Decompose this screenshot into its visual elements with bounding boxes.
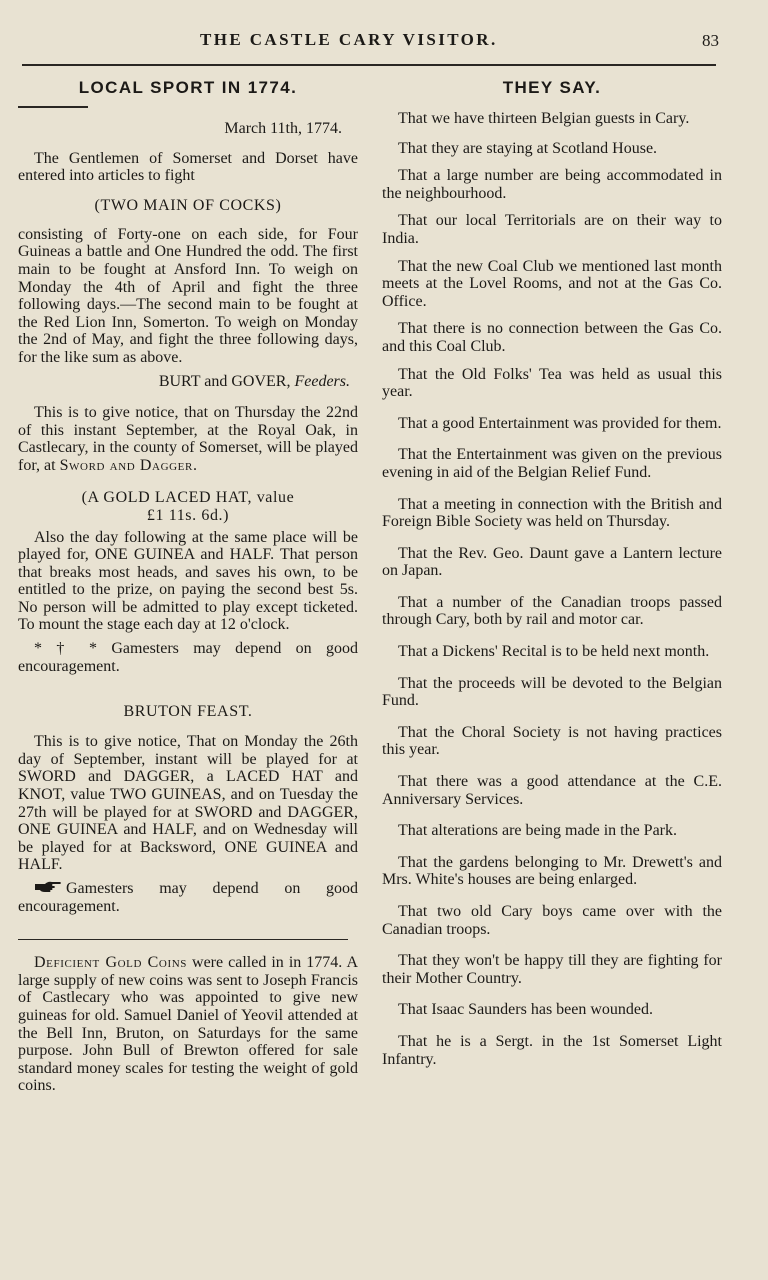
journal-title: THE CASTLE CARY VISITOR. <box>200 30 498 49</box>
gold-coins-paragraph <box>18 954 358 1095</box>
gamesters-note-1: * † * Gamesters may depend on good encouragement. <box>18 640 358 675</box>
list-item: That Isaac Saunders has been wounded. <box>398 1001 654 1019</box>
list-item: That the gardens belonging to Mr. Drewett's and Mrs. White's houses are being enlarged. <box>382 853 722 889</box>
list-item: That a Dickens' Recital is to be held next month. <box>398 643 710 661</box>
list-item: That the Entertainment was given on the previous evening in aid of the Belgian Relief Fund. <box>382 446 722 481</box>
signature-role: Feeders. <box>294 372 350 390</box>
heading-rule <box>18 106 88 108</box>
article-date: March 11th, 1774. <box>224 120 342 137</box>
gold-coins-lead: Deficient Gold Coins <box>34 954 187 972</box>
cocks-subhead: (TWO MAIN OF COCKS) <box>94 196 282 214</box>
gamesters-note-2-text: Gamesters may depend on good encouragement. <box>18 880 358 915</box>
pointing-hand-icon <box>34 880 62 894</box>
list-item: That he is a Sergt. in the 1st Somerset Light Infantry. <box>382 1032 722 1068</box>
page-number: 83 <box>702 31 719 50</box>
local-sport-heading: LOCAL SPORT IN 1774. <box>78 78 298 97</box>
bruton-feast-heading: BRUTON FEAST. <box>123 703 253 721</box>
right-column <box>382 70 722 1068</box>
left-column <box>18 70 358 1095</box>
list-item: That a meeting in connection with the British and Foreign Bible Society was held on Thursday. <box>382 495 722 531</box>
they-say-list <box>382 110 722 1068</box>
they-say-heading: THEY SAY. <box>502 78 602 97</box>
sword-dagger-text: Sword and Dagger. <box>59 456 198 474</box>
following-day-notice: Also the day following at the same place will be played for, ONE GUINEA and HALF. That person that breaks most heads, and saves his own, to be entitled to the prize, on paying the second best 5s. No person will be admitted to play except ticketed. To mount the stage each day at 12 o'clock. <box>18 528 358 634</box>
list-item: That they won't be happy till they are fighting for their Mother Country. <box>382 952 722 987</box>
list-item: That the proceeds will be devoted to the Belgian Fund. <box>382 674 722 710</box>
list-item: That there is no connection between the Gas Co. and this Coal Club. <box>382 320 722 355</box>
list-item: That a large number are being accommodated in the neighbourhood. <box>382 167 722 202</box>
notice-royal-oak <box>18 404 358 474</box>
list-item: That they are staying at Scotland House. <box>398 139 658 157</box>
notice-royal-oak-text: This is to give notice, that on Thursday the 22nd of this instant September, at the Royal Oak, in Castlecary, in the county of Somerset, will be played for, at <box>18 404 358 474</box>
list-item: That we have thirteen Belgian guests in Cary. <box>398 110 690 127</box>
prize-line-2: £1 11s. 6d.) <box>146 506 230 524</box>
list-item: That the Rev. Geo. Daunt gave a Lantern lecture on Japan. <box>382 544 722 580</box>
gold-coins-text: were called in in 1774. A large supply of new coins was sent to Joseph Francis of Castlecary who was appointed to give new guineas for old. Samuel Daniel of Yeovil attended at the Bell Inn, Bruton, on Saturdays for the same purpose. John Bull of Brewton offered for sale standard money scales for testing the weight of gold coins. <box>18 954 358 1095</box>
list-item: That a good Entertainment was provided for them. <box>398 414 722 432</box>
gamesters-note-2 <box>18 880 358 915</box>
list-item: That a number of the Canadian troops passed through Cary, both by rail and motor car. <box>382 593 722 629</box>
list-item: That the new Coal Club we mentioned last month meets at the Lovel Rooms, and not at the Gas Co. Office. <box>382 257 722 310</box>
signature <box>18 373 358 391</box>
list-item: That there was a good attendance at the C.E. Anniversary Services. <box>382 773 722 808</box>
list-item: That the Choral Society is not having practices this year. <box>382 723 722 759</box>
prize-line-1: (A GOLD LACED HAT, value <box>81 488 295 506</box>
cockfight-body: consisting of Forty-one on each side, for Four Guineas a battle and One Hundred the odd. The first main to be fought at Ansford Inn. To weigh on Monday the 4th of April and fight the three following days.—The second main to be fought at the Red Lion Inn, Somerton. To weigh on Monday the 2nd of May, and fight the three following days, for the like sum as above. <box>18 225 358 366</box>
intro-paragraph: The Gentlemen of Somerset and Dorset have entered into articles to fight <box>18 149 358 185</box>
list-item: That the Old Folks' Tea was held as usual this year. <box>382 365 722 401</box>
bruton-feast-body: This is to give notice, That on Monday the 26th day of September, instant will be played for at SWORD and DAGGER, a LACED HAT and KNOT, value TWO GUINEAS, and on Tuesday the 27th will be played for at SWORD and DAGGER, ONE GUINEA and HALF, and on Wednesday will be played for at Backsword, ONE GUINEA and HALF. <box>18 733 358 874</box>
signature-names: BURT and GOVER, <box>158 372 291 390</box>
header-rule <box>22 64 716 66</box>
running-header <box>0 28 768 56</box>
list-item: That alterations are being made in the Park. <box>398 822 678 840</box>
list-item: That two old Cary boys came over with the Canadian troops. <box>382 903 722 938</box>
section-separator <box>18 939 348 940</box>
list-item: That our local Territorials are on their way to India. <box>382 212 722 247</box>
